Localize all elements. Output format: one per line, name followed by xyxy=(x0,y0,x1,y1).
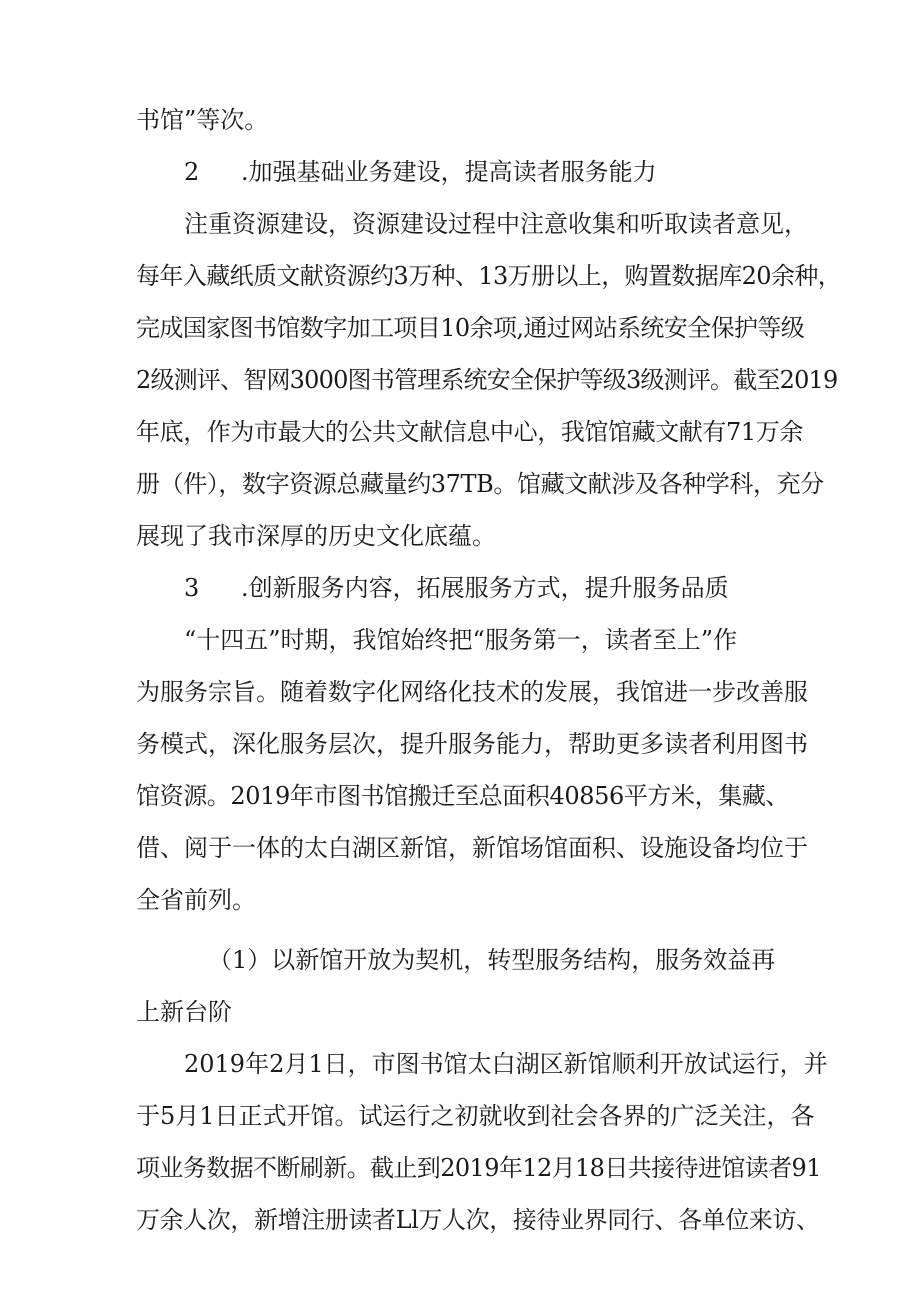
paragraph-line: 2019年2月1日，市图书馆太白湖区新馆顺利开放试运行，并 xyxy=(184,1050,828,1078)
paragraph-line: 于5月1日正式开馆。试运行之初就收到社会各界的广泛关注，各 xyxy=(136,1102,815,1130)
paragraph-line: 全省前列。 xyxy=(136,886,256,914)
paragraph-line: 万余人次，新增注册读者Ll万人次，接待业界同行、各单位来访、 xyxy=(136,1206,820,1234)
section-heading-2 xyxy=(184,156,657,188)
subsection-heading: （1）以新馆开放为契机，转型服务结构，服务效益再 xyxy=(208,946,776,974)
paragraph-line: “十四五”时期，我馆始终把“服务第一，读者至上”作 xyxy=(184,626,738,654)
paragraph-line: 年底，作为市最大的公共文献信息中心，我馆馆藏文献有71万余 xyxy=(136,418,803,446)
section-title: .创新服务内容，拓展服务方式，提升服务品质 xyxy=(241,574,729,602)
section-title: .加强基础业务建设，提高读者服务能力 xyxy=(241,158,657,186)
section-number: 3 xyxy=(184,574,200,602)
paragraph-line: 展现了我市深厚的历史文化底蕴。 xyxy=(136,522,496,550)
paragraph-line: 2级测评、智网3000图书管理系统安全保护等级3级测评。截至2019 xyxy=(136,366,838,394)
paragraph-line: 为服务宗旨。随着数字化网络化技术的发展，我馆进一步改善服 xyxy=(136,678,808,706)
paragraph-line: 馆资源。2019年市图书馆搬迁至总面积40856平方米，集藏、 xyxy=(136,782,790,810)
paragraph-line: 项业务数据不断刷新。截止到2019年12月18日共接待进馆读者91 xyxy=(136,1154,821,1182)
paragraph-line: 完成国家图书馆数字加工项目10余项,通过网站系统安全保护等级 xyxy=(136,314,805,342)
subsection-heading-cont: 上新台阶 xyxy=(136,998,232,1026)
section-number: 2 xyxy=(184,158,200,186)
section-heading-3 xyxy=(184,572,729,604)
paragraph-line: 注重资源建设，资源建设过程中注意收集和听取读者意见， xyxy=(184,210,808,238)
paragraph-line: 借、阅于一体的太白湖区新馆，新馆场馆面积、设施设备均位于 xyxy=(136,834,808,862)
paragraph-line: 每年入藏纸质文献资源约3万种、13万册以上，购置数据库20余种， xyxy=(136,262,842,290)
text-line: 书馆”等次。 xyxy=(136,106,269,134)
paragraph-line: 务模式，深化服务层次，提升服务能力，帮助更多读者利用图书 xyxy=(136,730,808,758)
paragraph-line: 册（件），数字资源总藏量约37TB。馆藏文献涉及各种学科，充分 xyxy=(136,470,824,498)
